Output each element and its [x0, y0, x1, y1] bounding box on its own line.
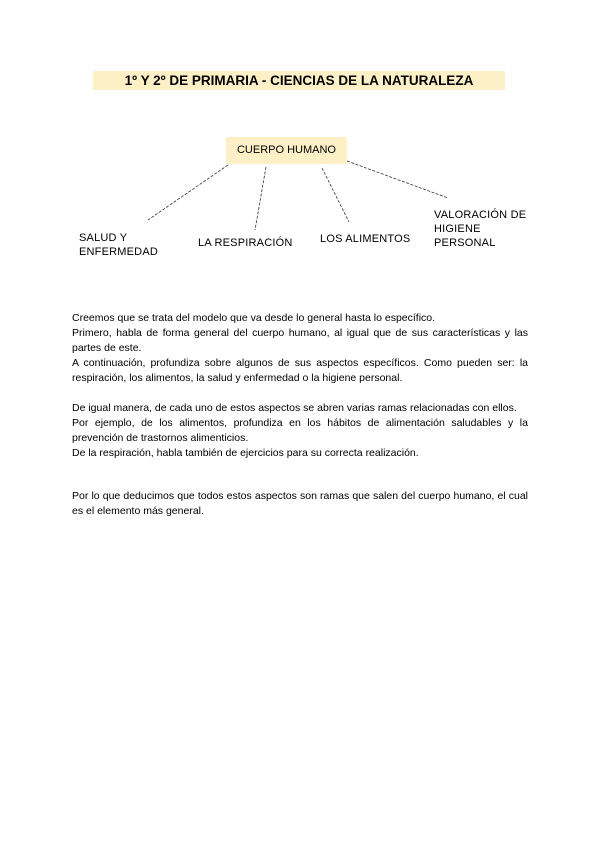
paragraph-line: Por ejemplo, de los alimentos, profundiza en los hábitos de alimentación saludables y la prevención de trastornos alimenticios. [72, 417, 528, 444]
paragraph-line: Primero, habla de forma general del cuerpo humano, al igual que de sus características y las partes de este. [72, 327, 528, 354]
paragraph-line: Por lo que deducimos que todos estos aspectos son ramas que salen del cuerpo humano, el cual es el elemento más general. [72, 490, 528, 517]
paragraph-line: De la respiración, habla también de ejercicios para su correcta realización. [72, 447, 419, 459]
paragraph-block-2 [72, 401, 528, 461]
connector-alimentos [322, 168, 349, 222]
paragraph-line: De igual manera, de cada uno de estos aspectos se abren varias ramas relacionadas con ellos. [72, 402, 517, 414]
connector-respiracion [255, 167, 266, 230]
diagram-branch-salud: SALUD Y ENFERMEDAD [79, 232, 159, 258]
connector-salud [148, 165, 228, 220]
connector-valoracion [347, 161, 448, 198]
paragraph-block-1 [72, 311, 528, 386]
paragraph-block-3 [72, 489, 528, 519]
diagram-branch-valoracion: VALORACIÓN DE HIGIENE PERSONAL [434, 209, 527, 249]
diagram-root-node: CUERPO HUMANO [226, 137, 347, 164]
page-title: 1º Y 2º DE PRIMARIA - CIENCIAS DE LA NATURALEZA [93, 71, 505, 90]
diagram-branch-respiracion: LA RESPIRACIÓN [198, 237, 293, 249]
diagram-branch-alimentos: LOS ALIMENTOS [320, 233, 411, 245]
paragraph-line: A continuación, profundiza sobre algunos de sus aspectos específicos. Como pueden ser: la respiración, los alimentos, la salud y enfermedad o la higiene personal. [72, 357, 528, 384]
paragraph-line: Creemos que se trata del modelo que va desde lo general hasta lo específico. [72, 312, 436, 324]
